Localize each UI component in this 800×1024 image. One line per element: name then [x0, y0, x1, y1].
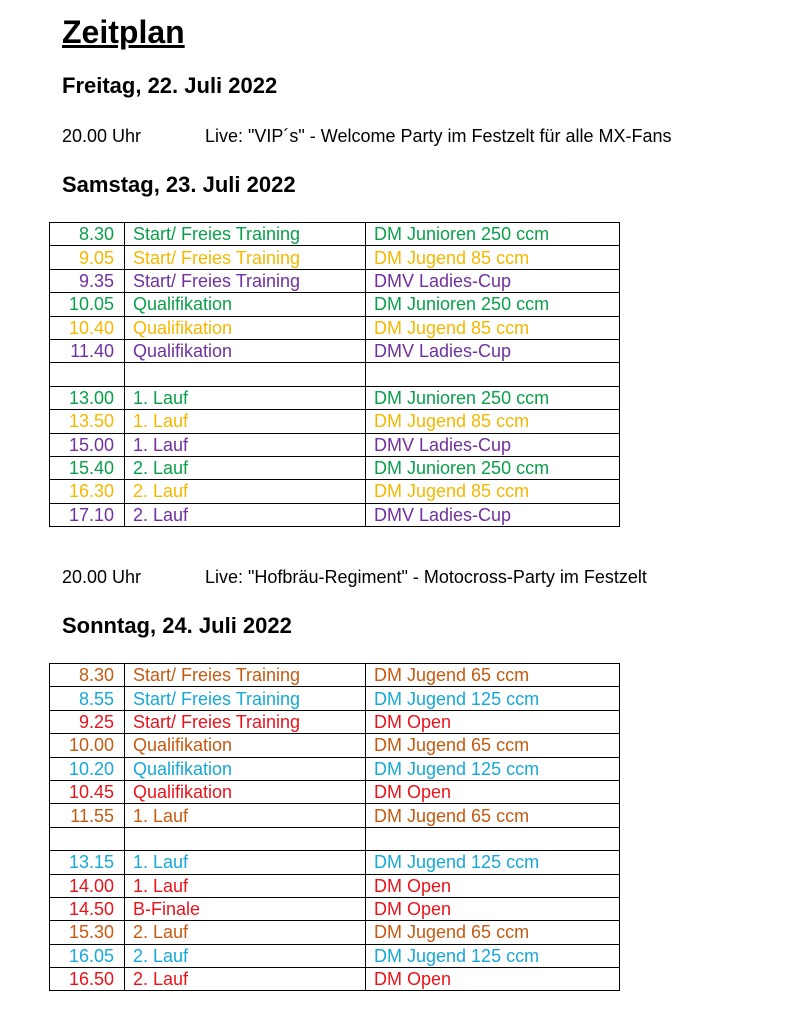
saturday-activity-cell: 1. Lauf	[125, 386, 366, 409]
sunday-class-cell: DM Open	[366, 968, 620, 991]
saturday-time-cell: 16.30	[50, 480, 125, 503]
saturday-row	[50, 480, 620, 503]
saturday-row	[50, 363, 620, 386]
saturday-class-cell: DMV Ladies-Cup	[366, 503, 620, 526]
saturday-row	[50, 293, 620, 316]
saturday-class-cell: DM Junioren 250 ccm	[366, 223, 620, 246]
saturday-activity-cell: Qualifikation	[125, 316, 366, 339]
sunday-time-cell: 16.05	[50, 944, 125, 967]
sunday-class-cell: DM Open	[366, 897, 620, 920]
saturday-class-cell: DM Junioren 250 ccm	[366, 456, 620, 479]
sunday-row	[50, 780, 620, 803]
sunday-activity-cell: Start/ Freies Training	[125, 687, 366, 710]
sunday-activity-cell: 2. Lauf	[125, 921, 366, 944]
sunday-activity-cell: 1. Lauf	[125, 851, 366, 874]
sunday-activity-cell: 2. Lauf	[125, 944, 366, 967]
saturday-activity-cell: 1. Lauf	[125, 433, 366, 456]
sunday-class-cell: DM Open	[366, 874, 620, 897]
saturday-event	[62, 566, 647, 588]
sunday-activity-cell: Start/ Freies Training	[125, 710, 366, 733]
saturday-row	[50, 503, 620, 526]
saturday-activity-cell: Qualifikation	[125, 339, 366, 362]
saturday-activity-cell: Start/ Freies Training	[125, 223, 366, 246]
saturday-time-cell: 11.40	[50, 339, 125, 362]
saturday-class-cell: DM Jugend 85 ccm	[366, 410, 620, 433]
sunday-class-cell: DM Open	[366, 710, 620, 733]
sunday-activity-cell	[125, 827, 366, 850]
sunday-row	[50, 734, 620, 757]
saturday-event-time: 20.00 Uhr	[62, 567, 142, 587]
sunday-row	[50, 968, 620, 991]
saturday-row	[50, 410, 620, 433]
saturday-time-cell: 9.05	[50, 246, 125, 269]
sunday-row	[50, 687, 620, 710]
sunday-class-cell	[366, 827, 620, 850]
sunday-row	[50, 757, 620, 780]
saturday-time-cell: 17.10	[50, 503, 125, 526]
sunday-class-cell: DM Jugend 65 ccm	[366, 734, 620, 757]
saturday-activity-cell: Start/ Freies Training	[125, 246, 366, 269]
sunday-row	[50, 944, 620, 967]
sunday-activity-cell: 2. Lauf	[125, 968, 366, 991]
sunday-row	[50, 804, 620, 827]
sunday-row	[50, 874, 620, 897]
sunday-time-cell: 16.50	[50, 968, 125, 991]
saturday-activity-cell: 2. Lauf	[125, 456, 366, 479]
sunday-activity-cell: Start/ Freies Training	[125, 664, 366, 687]
saturday-row	[50, 386, 620, 409]
saturday-row	[50, 223, 620, 246]
sunday-class-cell: DM Jugend 65 ccm	[366, 921, 620, 944]
sunday-time-cell: 14.50	[50, 897, 125, 920]
saturday-row	[50, 339, 620, 362]
friday-event-time: 20.00 Uhr	[62, 126, 142, 146]
saturday-row	[50, 269, 620, 292]
saturday-time-cell: 13.50	[50, 410, 125, 433]
sunday-time-cell: 14.00	[50, 874, 125, 897]
saturday-time-cell: 10.05	[50, 293, 125, 316]
saturday-time-cell: 10.40	[50, 316, 125, 339]
sunday-time-cell: 15.30	[50, 921, 125, 944]
saturday-time-cell: 15.40	[50, 456, 125, 479]
sunday-activity-cell: Qualifikation	[125, 780, 366, 803]
sunday-time-cell	[50, 827, 125, 850]
sunday-row	[50, 897, 620, 920]
sunday-time-cell: 10.45	[50, 780, 125, 803]
saturday-class-cell: DMV Ladies-Cup	[366, 269, 620, 292]
saturday-row	[50, 316, 620, 339]
sunday-time-cell: 13.15	[50, 851, 125, 874]
saturday-class-cell: DM Jugend 85 ccm	[366, 480, 620, 503]
saturday-class-cell: DM Jugend 85 ccm	[366, 316, 620, 339]
friday-event	[62, 125, 672, 147]
sunday-class-cell: DM Open	[366, 780, 620, 803]
saturday-time-cell: 9.35	[50, 269, 125, 292]
saturday-schedule-table	[49, 222, 620, 527]
saturday-row	[50, 433, 620, 456]
sunday-time-cell: 10.20	[50, 757, 125, 780]
sunday-class-cell: DM Jugend 65 ccm	[366, 804, 620, 827]
saturday-activity-cell: 2. Lauf	[125, 480, 366, 503]
sunday-class-cell: DM Jugend 125 ccm	[366, 687, 620, 710]
sunday-time-cell: 10.00	[50, 734, 125, 757]
saturday-time-cell: 15.00	[50, 433, 125, 456]
saturday-class-cell	[366, 363, 620, 386]
saturday-time-cell	[50, 363, 125, 386]
saturday-time-cell: 13.00	[50, 386, 125, 409]
friday-event-text: Live: "VIP´s" - Welcome Party im Festzelt für alle MX-Fans	[205, 126, 672, 146]
sunday-time-cell: 8.55	[50, 687, 125, 710]
sunday-class-cell: DM Jugend 125 ccm	[366, 851, 620, 874]
sunday-row	[50, 710, 620, 733]
sunday-schedule-table	[49, 663, 620, 991]
sunday-row	[50, 827, 620, 850]
saturday-class-cell: DMV Ladies-Cup	[366, 433, 620, 456]
sunday-row	[50, 921, 620, 944]
sunday-time-cell: 8.30	[50, 664, 125, 687]
saturday-heading: Samstag, 23. Juli 2022	[62, 172, 296, 197]
sunday-heading: Sonntag, 24. Juli 2022	[62, 613, 292, 638]
sunday-schedule-body	[50, 664, 620, 991]
saturday-activity-cell: Qualifikation	[125, 293, 366, 316]
page-title: Zeitplan	[62, 14, 185, 50]
sunday-activity-cell: Qualifikation	[125, 734, 366, 757]
saturday-activity-cell: 2. Lauf	[125, 503, 366, 526]
saturday-class-cell: DMV Ladies-Cup	[366, 339, 620, 362]
sunday-class-cell: DM Jugend 125 ccm	[366, 944, 620, 967]
saturday-time-cell: 8.30	[50, 223, 125, 246]
sunday-row	[50, 851, 620, 874]
saturday-class-cell: DM Jugend 85 ccm	[366, 246, 620, 269]
saturday-row	[50, 456, 620, 479]
sunday-row	[50, 664, 620, 687]
sunday-class-cell: DM Jugend 125 ccm	[366, 757, 620, 780]
sunday-activity-cell: 1. Lauf	[125, 874, 366, 897]
sunday-activity-cell: B-Finale	[125, 897, 366, 920]
saturday-class-cell: DM Junioren 250 ccm	[366, 293, 620, 316]
friday-heading: Freitag, 22. Juli 2022	[62, 73, 278, 98]
saturday-activity-cell: 1. Lauf	[125, 410, 366, 433]
sunday-activity-cell: 1. Lauf	[125, 804, 366, 827]
saturday-row	[50, 246, 620, 269]
saturday-schedule-body	[50, 223, 620, 527]
sunday-time-cell: 11.55	[50, 804, 125, 827]
sunday-time-cell: 9.25	[50, 710, 125, 733]
saturday-event-text: Live: "Hofbräu-Regiment" - Motocross-Party im Festzelt	[205, 567, 647, 587]
sunday-class-cell: DM Jugend 65 ccm	[366, 664, 620, 687]
saturday-class-cell: DM Junioren 250 ccm	[366, 386, 620, 409]
sunday-activity-cell: Qualifikation	[125, 757, 366, 780]
saturday-activity-cell: Start/ Freies Training	[125, 269, 366, 292]
saturday-activity-cell	[125, 363, 366, 386]
